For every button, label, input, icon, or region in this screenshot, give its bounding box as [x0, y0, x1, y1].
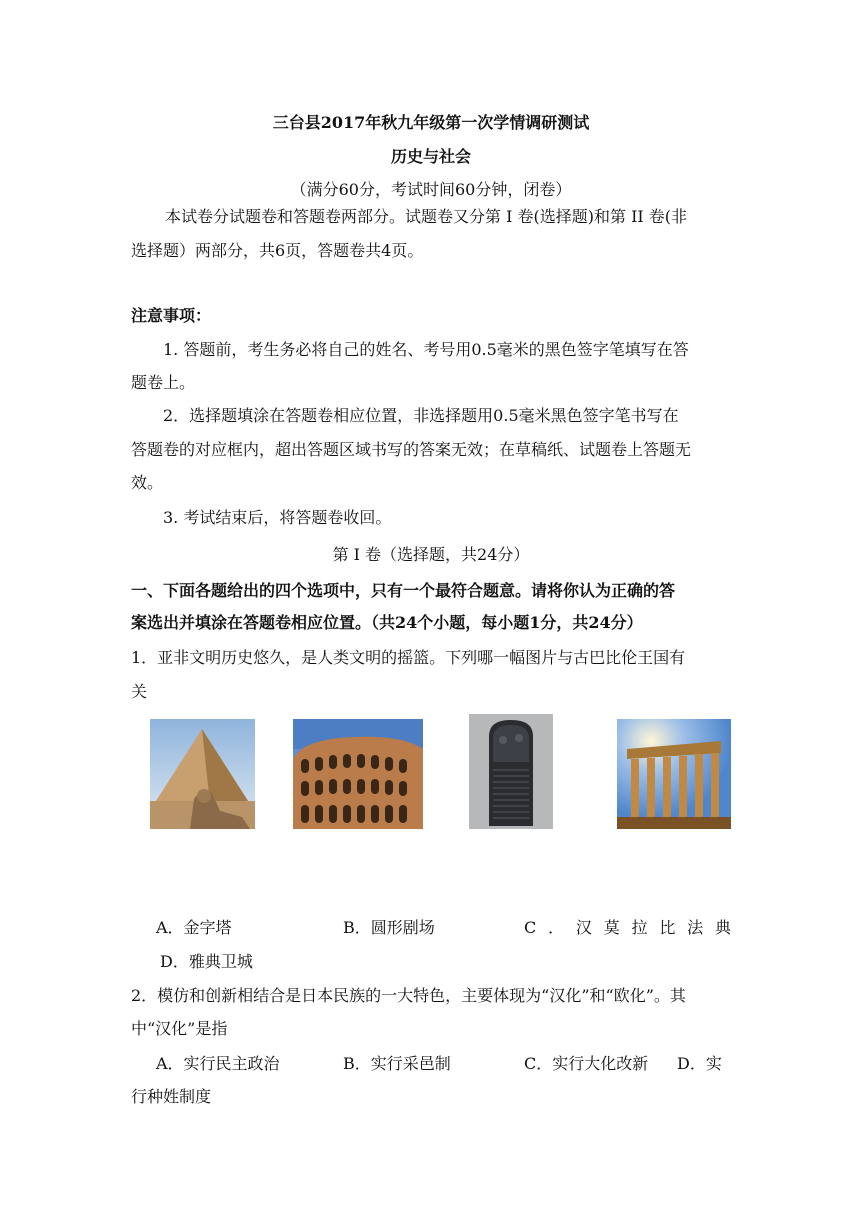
option-c: C．汉莫拉比法典: [524, 918, 731, 937]
option-b: B．实行采邑制: [343, 1054, 451, 1073]
option-d-continued: 行种姓制度: [131, 1087, 212, 1106]
note-item: 3. 考试结束后，将答题卷收回。: [163, 508, 392, 527]
exam-title: 三台县2017年秋九年级第一次学情调研测试: [272, 113, 590, 132]
exam-info: （满分60分，考试时间60分钟，闭卷）: [290, 180, 572, 199]
notes-heading: 注意事项：: [131, 306, 212, 325]
option-d: D．雅典卫城: [160, 952, 253, 971]
option-d: D．实: [677, 1054, 722, 1073]
option-a: A．金字塔: [156, 918, 232, 937]
note-item: 2．选择题填涂在答题卷相应位置，非选择题用0.5毫米黑色签字笔书写在: [163, 406, 679, 425]
parthenon-photo: [617, 719, 731, 829]
question-stem: 关: [131, 682, 148, 701]
note-item: 效。: [131, 473, 164, 492]
note-item: 1. 答题前，考生务必将自己的姓名、考号用0.5毫米的黑色签字笔填写在答: [163, 340, 689, 359]
section-instruction: 案选出并填涂在答题卷相应位置。（共24个小题，每小题1分，共24分）: [131, 613, 643, 632]
option-b: B．圆形剧场: [343, 918, 435, 937]
intro-line: 选择题）两部分，共6页，答题卷共4页。: [131, 241, 424, 260]
question-stem: 中“汉化”是指: [131, 1019, 228, 1038]
code-of-hammurabi-photo: [469, 714, 553, 829]
option-c: C．实行大化改新: [524, 1054, 649, 1073]
intro-line: 本试卷分试题卷和答题卷两部分。试题卷又分第 I 卷(选择题)和第 II 卷(非: [165, 207, 688, 226]
option-a: A．实行民主政治: [156, 1054, 280, 1073]
section-instruction: 一、下面各题给出的四个选项中，只有一个最符合题意。请将你认为正确的答: [131, 581, 676, 600]
question-stem: 1．亚非文明历史悠久，是人类文明的摇篮。下列哪一幅图片与古巴比伦王国有: [131, 648, 686, 667]
note-item: 题卷上。: [131, 373, 196, 392]
note-item: 答题卷的对应框内，超出答题区域书写的答案无效；在草稿纸、试题卷上答题无: [131, 440, 692, 459]
question-stem: 2．模仿和创新相结合是日本民族的一大特色，主要体现为“汉化”和“欧化”。其: [131, 986, 686, 1005]
pyramid-sphinx-photo: [150, 719, 255, 829]
subject-title: 历史与社会: [390, 147, 471, 166]
colosseum-photo: [293, 719, 423, 829]
section-title: 第 I 卷（选择题，共24分）: [332, 545, 530, 564]
